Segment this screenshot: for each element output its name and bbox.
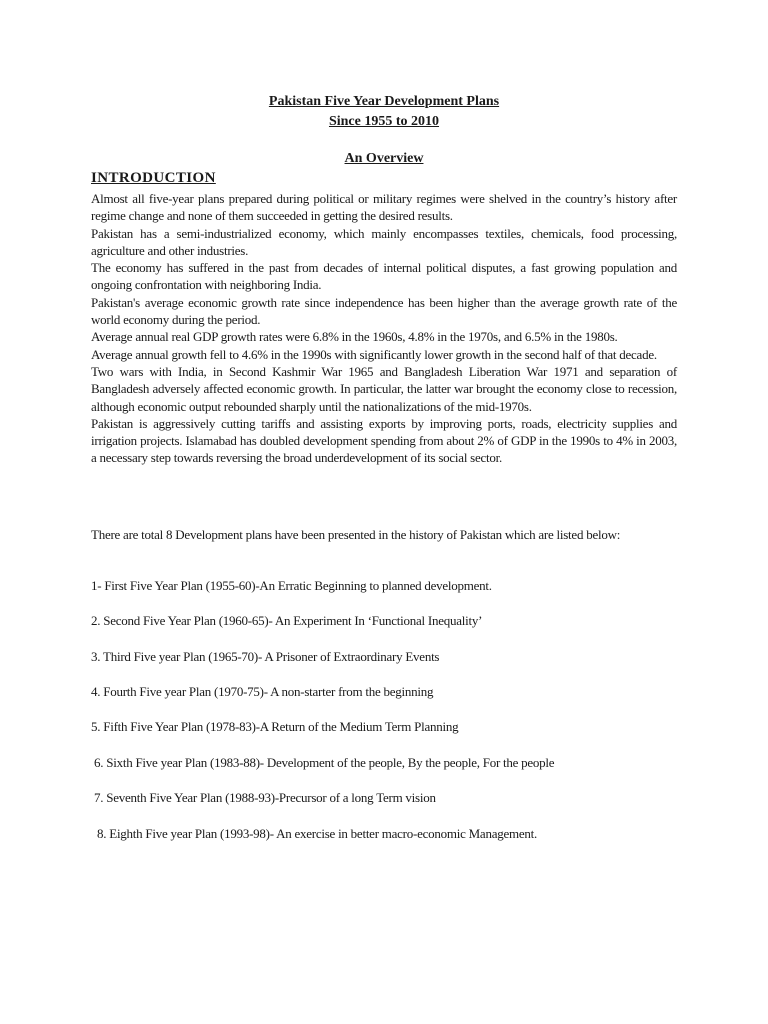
document-title-years: Since 1955 to 2010	[328, 114, 440, 129]
section-heading-introduction: INTRODUCTION	[91, 170, 216, 186]
plan-item-eighth: 8. Eighth Five year Plan (1993-98)- An exercise in better macro-economic Management.	[97, 826, 537, 841]
paragraph-wars: Two wars with India, in Second Kashmir War 1965 and Bangladesh Liberation War 1971 and separation of Bangladesh adversely affected economic growth. In particular, the latter war brought the economy close to recession, although economic output rebounded sharply until the nationalizations of the mid-1970s.	[91, 363, 677, 414]
document-title: Pakistan Five Year Development Plans	[268, 94, 500, 109]
paragraph-tariffs: Pakistan is aggressively cutting tariffs and assisting exports by improving ports, roads, electricity supplies and irrigation projects. Islamabad has doubled development spending from about 2% of GDP in the 1990s to 4% in 2003, a necessary step towards reversing the broad underdevelopment of its social sector.	[91, 415, 677, 466]
plan-item-fifth: 5. Fifth Five Year Plan (1978-83)-A Return of the Medium Term Planning	[91, 719, 459, 734]
paragraph-economy-suffered: The economy has suffered in the past from decades of internal political disputes, a fast growing population and ongoing confrontation with neighboring India.	[91, 260, 677, 293]
plan-item-seventh: 7. Seventh Five Year Plan (1988-93)-Precursor of a long Term vision	[94, 790, 436, 805]
paragraph-growth-rate: Pakistan's average economic growth rate since independence has been higher than the average growth rate of the world economy during the period.	[91, 294, 677, 328]
plan-item-first: 1- First Five Year Plan (1955-60)-An Erratic Beginning to planned development.	[91, 578, 492, 593]
paragraph-growth-1990s: Average annual growth fell to 4.6% in the 1990s with significantly lower growth in the second half of that decade.	[91, 346, 657, 362]
document-subtitle: An Overview	[344, 151, 424, 166]
paragraph-economy-type: Pakistan has a semi-industrialized economy, which mainly encompasses textiles, chemicals, food processing, agriculture and other industries.	[91, 225, 677, 258]
plan-item-sixth: 6. Sixth Five year Plan (1983-88)- Development of the people, By the people, For the people	[94, 755, 555, 770]
plan-item-fourth: 4. Fourth Five year Plan (1970-75)- A non-starter from the beginning	[91, 684, 434, 699]
plans-intro: There are total 8 Development plans have been presented in the history of Pakistan which are listed below:	[91, 527, 621, 542]
plan-item-second: 2. Second Five Year Plan (1960-65)- An Experiment In ‘Functional Inequality’	[91, 613, 483, 628]
plan-item-third: 3. Third Five year Plan (1965-70)- A Prisoner of Extraordinary Events	[91, 649, 440, 664]
paragraph-gdp-growth: Average annual real GDP growth rates were 6.8% in the 1960s, 4.8% in the 1970s, and 6.5% in the 1980s.	[91, 329, 618, 345]
paragraph-regimes: Almost all five-year plans prepared during political or military regimes were shelved in the country’s history after regime change and none of them succeeded in getting the desired results.	[91, 191, 677, 224]
